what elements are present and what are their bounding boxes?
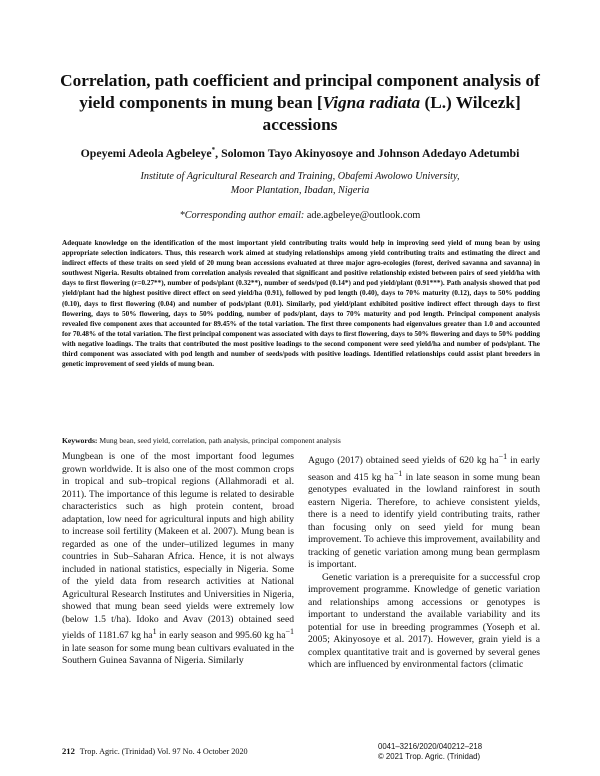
right-sup-1: −1 <box>498 452 508 461</box>
journal-info: Trop. Agric. (Trinidad) Vol. 97 No. 4 October 2020 <box>79 747 248 756</box>
right-paragraph-2: Genetic variation is a prerequisite for a successful crop improvement programme. Knowledge of genetic variation and relationships among accessions or genotypes is important to understand the available variability and its potential for use in breeding programmes (Yoseph et al. 2005; Akinyosoye et al. 2017). However, grain yield is a complex quantitative trait and is governed by several genes which are influenced by environmental factors (climatic <box>308 571 540 671</box>
keywords <box>62 436 540 446</box>
left-text-b: in early season and 995.60 kg ha <box>156 630 286 642</box>
right-text-b: in early season and 415 kg ha <box>308 455 540 483</box>
right-paragraph-1 <box>308 451 540 572</box>
page-number: 212 <box>62 746 75 756</box>
title-part1: Correlation, path coefficient and principal component analysis of yield components in mung bean [ <box>60 71 540 112</box>
left-text-c: in late season for some mung bean cultivars evaluated in the Southern Guinea Savanna of Nigeria. Similarly <box>62 642 294 667</box>
footer-publication <box>378 742 540 762</box>
footer-citation <box>62 746 322 757</box>
corresponding-mark: * <box>211 146 216 154</box>
issn-code: 0041–3216/2020/040212–218 <box>378 742 483 751</box>
corresponding-label: *Corresponding author email: <box>179 210 307 221</box>
title-part2: (L.) Wilcezk] accessions <box>262 93 521 134</box>
left-text-a: Mungbean is one of the most important food legumes grown worldwide. It is also one of the most common crops in tropical and sub–tropical regions (Allahmoradi et al. 2011). The importance of this legume is related to desirable characteristics such as high protein content, broad adaptation, low need for agricultural inputs and high ability to increase soil fertility (Makeen et al. 2007). Mung bean is regarded as one of the under–utilized legumes in many countries in Sub–Saharan Africa. Hence, it is not always included in national statistics, especially in Nigeria. Some of the yield data from research activities at National Agricultural Research Institutes and Universities in Nigeria, showed that mung bean seed yields were extremely low (below 1.5 t/ha). Idoko and Avav (2013) obtained seed yields of 1181.67 kg ha <box>62 451 294 642</box>
other-authors: , Solomon Tayo Akinyosoye and Johnson Adedayo Adetumbi <box>215 145 520 160</box>
body-column-right <box>308 451 540 672</box>
left-sup-2: −1 <box>285 627 294 636</box>
corresponding-email[interactable]: ade.agbeleye@outlook.com <box>306 210 421 221</box>
paper-title <box>60 70 540 136</box>
body-column-left <box>62 451 294 668</box>
affiliation-line-1: Institute of Agricultural Research and Training, Obafemi Awolowo University, <box>140 171 460 182</box>
affiliation-line-2: Moor Plantation, Ibadan, Nigeria <box>230 184 370 196</box>
author-1: Opeyemi Adeola Agbeleye <box>80 145 212 160</box>
left-sup-1: 1 <box>152 627 157 636</box>
abstract: Adequate knowledge on the identification of the most important yield contributing traits would help in improving seed yield of mung bean by using appropriate selection indicators. Thus, this research work aimed at studying relationships among yield contributing traits and estimating the direct and indirect effects of these traits on seed yield of 20 mung bean accessions evaluated at three major agro-ecologies (forest, derived savanna and savanna) in southwest Nigeria. Results obtained from correlation analysis revealed that significant and positive relationship existed between pairs of seed yield/ha with days to first flowering (r=0.27**), number of pods/plant (0.32**), number of seeds/pod (0.14*) and pod yield/plant (0.91***). Path analysis showed that pod yield/plant had the highest positive direct effect on seed yield/ha (0.91), followed by pod length (0.40), days to 70% maturity (0.12), days to 50% podding (0.10), days to first flowering (0.04) and number of pods/plant (0.01). Similarly, pod yield/plant exhibited positive indirect effect through days to first flowering, days to 50% flowering, days to 50% podding, number of pods/plant, days to 70% maturity and pod length. Principal component analysis revealed five component axes that accounted for 89.45% of the total variation. The first three components had eigenvalues greater than 1.0 and accounted for 70.48% of the total variation. The first principal component was associated with days to first flowering, days to 50% flowering and days to 50% podding with negative loadings. The traits that contributed the most positive loadings to the second component were seed yield/ha and number of pods/plant. The third component was associated with pod length and number of seeds/pods with positive loadings. Identified relationships could assist plant breeders in genetic improvement of seed yields of mung bean. <box>62 239 540 369</box>
keywords-text: Mung bean, seed yield, correlation, path analysis, principal component analysis <box>97 436 341 445</box>
title-species: Vigna radiata <box>322 93 421 112</box>
right-text-a: Agugo (2017) obtained seed yields of 620 kg ha <box>308 455 499 467</box>
author-list <box>50 142 550 161</box>
keywords-label: Keywords: <box>62 436 98 445</box>
corresponding-author <box>100 209 500 222</box>
left-paragraph-1 <box>62 451 294 668</box>
right-sup-2: −1 <box>393 468 403 478</box>
right-text-c: in late season in some mung bean genotypes evaluated in the lowland rainforest in south eastern Nigeria. Therefore, to achieve consistent yields, there is a need to identify yield contributing traits, rather than focusing only on seed yield for mung bean improvement. To achieve this improvement, availability and tracking of genetic variation among mung bean germplasm is important. <box>308 471 541 571</box>
affiliation <box>100 170 500 197</box>
copyright: © 2021 Trop. Agric. (Trinidad) <box>378 752 481 761</box>
